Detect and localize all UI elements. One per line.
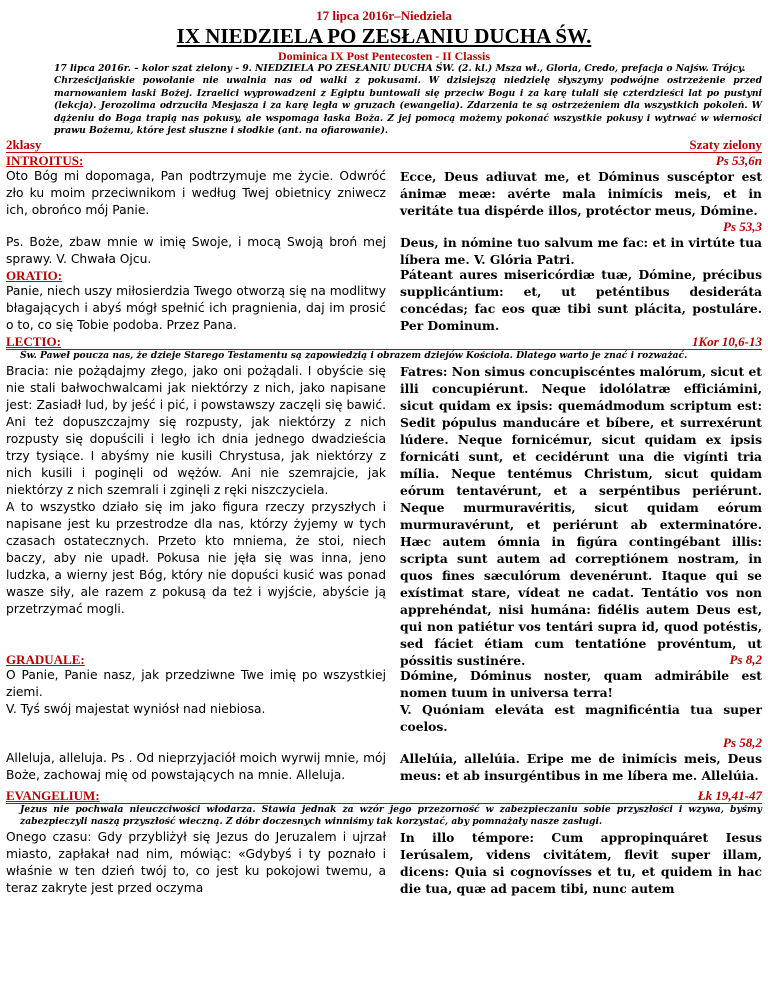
oratio-latin: Páteant aures misericórdiæ tuæ, Dómine, précibus supplicántium: et, ut peténtibus desideráta concédas; fac eos quæ tibi sunt plácita, postuláre. Per Dominum. — [400, 267, 762, 334]
graduale-polish-verse: O Panie, Panie nasz, jak przedziwne Twe imię po wszystkiej ziemi. — [6, 667, 386, 699]
class-label: 2klasy — [6, 137, 42, 153]
introitus-psalm-latin: Deus, in nómine tuo salvum me fac: et in virtúte tua líbera me. V. Glória Patri. — [400, 235, 762, 268]
lectio-latin: Fatres: Non simus concupiscéntes malórum, sicut et illi concupiérunt. Neque idolólatræ efficiámini, sicut quidam ex ipsis: quemádmodum scriptum est: Sedit pópulus manducáre et bíbere, et surrexérunt lúdere. Neque fornicémur, sicut quidam ex ipsis fornicáti sunt, et cecidérunt una die vigínti tria mília. Neque tentémus Christum, sicut quidam eórum tentavérunt, et a serpéntibus periérunt. Neque murmuravéritis, sicut quidam eórum murmuravérunt, et periérunt ab exterminatóre. Hæc autem ómnia in figúra contingébant illis: scripta sunt autem ad correptiónem nostram, in quos fines sæculórum devenérunt. Itaque qui se exístimat stare, vídeat ne cadat. Tentátio vos non apprehéndat, nisi humána: fidélis autem Deus est, qui non patiétur vos tentári supra id, quod potéstis, sed fáciet étiam cum tentatióne provéntum, ut póssitis sustinére. — [400, 363, 762, 668]
graduale-row-2 — [6, 750, 762, 784]
introitus-psalm-polish: Ps. Boże, zbaw mnie w imię Swoje, i mocą Swoją broń mej sprawy. V. Chwała Ojcu. — [6, 235, 386, 267]
introitus-row-1 — [6, 168, 762, 219]
alleluia-ref: Ps 58,2 — [723, 734, 762, 750]
evangelium-note-text: Jezus nie pochwala nieuczciwości włodarza. Stawia jednak za wzór jego przezorność w zabezpieczaniu sobie przyszłości i wzywa, byśmy zabezpieczyli naszą przyszłość wieczną. Z dóbr doczesnych winniśmy tak korzystać, aby pomnażały nasze zasługi. — [20, 803, 762, 828]
evangelium-row — [6, 829, 762, 897]
graduale-latin-verse: Dómine, Dóminus noster, quam admirábile est nomen tuum in universa terra! — [400, 667, 762, 700]
introitus-psalm-ref: Ps 53,3 — [723, 219, 762, 235]
oratio-label: ORATIO: — [6, 268, 63, 284]
lectio-polish — [6, 363, 386, 669]
page-title: IX NIEDZIELA PO ZESŁANIU DUCHA ŚW. — [176, 24, 592, 48]
graduale-ref: Ps 8,2 — [729, 651, 762, 667]
evangelium-label: EVANGELIUM: — [6, 787, 100, 803]
lectio-polish-p2: A to wszystko działo się im jako figura rzeczy przyszłych i napisane jest ku przestrodze dla nas, którzy żyjemy w tych czasach ostatecznych. Przeto kto mniema, że stoi, niech baczy, aby nie upadł. Pokusa nie jęła się was inna, jeno ludzka, a wierny jest Bóg, który nie dopuści kusić was ponad wasze siły, ale razem z pokusą da też i wyjście, abyście ją przetrzymać mogli. — [6, 499, 386, 616]
lectio-header — [6, 334, 762, 350]
intro-rubric: 17 lipca 2016r. – kolor szat zielony - 9. NIEDZIELA PO ZESŁANIU DUCHA ŚW. (2. kl.) Msza wł., Gloria, Credo, prefacja o Najśw. Trójcy. — [54, 63, 746, 74]
oratio-polish: Panie, niech uszy miłosierdzia Twego otworzą się na modlitwy błagających i abyś mógł spełnić ich pragnienia, daj im prosić o to, co się Tobie podoba. Przez Pana. — [6, 284, 386, 333]
alleluia-polish: Alleluja, alleluja. Ps . Od nieprzyjaciół moich wyrwij mnie, mój Boże, zachowaj mię od powstających na mnie. Alleluja. — [6, 750, 386, 782]
vestment-label: Szaty zielony — [689, 137, 762, 153]
introitus-row-2 — [6, 234, 762, 268]
intro-commentary: Chrześcijańskie powołanie nie uwalnia nas od walki z pokusami. W dzisiejszą niedzielę słyszymy podwójne ostrzeżenie przed marnowaniem łaski Bożej. Izraelici wyprowadzeni z Egiptu buntowali się przeciw Bogu i za karę tułali się czterdzieści lat po pustyni (lekcja). Jerozolima odrzuciła Mesjasza i za karę legła w gruzach (ewangelia). Zdarzenia te są ostrzeżeniem dla wszystkich pokoleń. W dążeniu do Boga trapią nas pokusy, ale wspomaga łaska Boża. Z jej pomocą możemy pokonać wszystkie pokusy i wytrwać w wierności prawu Bożemu, które jest słuszne i słodkie (ant. na ofiarowanie). — [54, 75, 762, 137]
introitus-ref: Ps 53,6n — [715, 153, 762, 169]
evangelium-header — [6, 788, 762, 804]
lectio-note — [6, 350, 762, 362]
introitus-polish: Oto Bóg mi dopomaga, Pan podtrzymuje me życie. Odwróć zło ku moim przeciwnikom i według Twej obietnicy zniwecz ich, obrońco mój Panie. — [6, 169, 386, 218]
graduale-row-1 — [6, 667, 762, 735]
class-bar — [6, 137, 762, 153]
graduale-latin — [400, 667, 762, 735]
lectio-note-text: Św. Paweł poucza nas, że dzieje Starego Testamentu są zapowiedzią i obrazem dziejów Kościoła. Dlatego warto je znać i rozważać. — [20, 350, 688, 362]
evangelium-ref: Łk 19,41-47 — [697, 787, 762, 803]
evangelium-note — [6, 804, 762, 829]
latin-title: Dominica IX Post Pentecosten - II Classis — [278, 49, 490, 63]
missal-page — [6, 6, 762, 897]
graduale-polish-versicle: V. Tyś swój majestat wyniósł nad niebiosa. — [6, 701, 266, 716]
lectio-polish-p1: Bracia: nie pożądajmy złego, jako oni pożądali. I obyście się nie stali bałwochwalcami jak niektórzy z nich, jako napisane jest: Zasiadł lud, by jeść i pić, i powstawszy zaczęli się bawić. Ani też dopuszczajmy się rozpusty, jak niektórzy z nich rozpusty się dopuścili i legło ich dnia jednego dwadzieścia trzy tysiące. I abyśmy nie kusili Chrystusa, jak niektórzy z nich kusili i poginęli od wężów. Ani nie szemrajcie, jak niektórzy z nich szemrali i zginęli z ręki niszczyciela. — [6, 363, 386, 497]
lectio-label: LECTIO: — [6, 334, 61, 350]
introitus-latin: Ecce, Deus adiuvat me, et Dóminus suscéptor est ánimæ meæ: avérte mala inimícis meis, et in veritáte tua dispérde illos, protéctor meus, Dómine. — [400, 169, 762, 219]
graduale-latin-versicle: V. Quóniam eleváta est magnificéntia tua super coelos. — [400, 701, 762, 734]
introitus-label: INTROITUS: — [6, 153, 84, 169]
intro-block — [6, 63, 762, 137]
alleluia-latin: Allelúia, allelúia. Eripe me de inimícis meis, Deus meus: et ab insurgéntibus in me líbera me. Allelúia. — [400, 750, 762, 783]
evangelium-latin: In illo témpore: Cum appropinquáret Iesus Ierúsalem, videns civitátem, flevit super illam, dicens: Quia si cognovísses et tu, et quidem in hac die tua, quæ ad pacem tibi, nunc autem — [400, 829, 762, 896]
graduale-label: GRADUALE: — [6, 651, 85, 667]
lectio-ref: 1Kor 10,6-13 — [691, 334, 762, 350]
page-date: 17 lipca 2016r–Niedziela — [316, 8, 452, 23]
evangelium-polish: Onego czasu: Gdy przybliżył się Jezus do Jeruzalem i ujrzał miasto, zapłakał nad nim, mówiąc: «Gdybyś i ty poznało i właśnie w ten dzień twój to, co jest ku pokojowi twemu, a teraz zakryte jest przed oczyma — [6, 829, 386, 895]
graduale-polish — [6, 667, 386, 735]
introitus-header — [6, 153, 762, 168]
lectio-row — [6, 363, 762, 669]
